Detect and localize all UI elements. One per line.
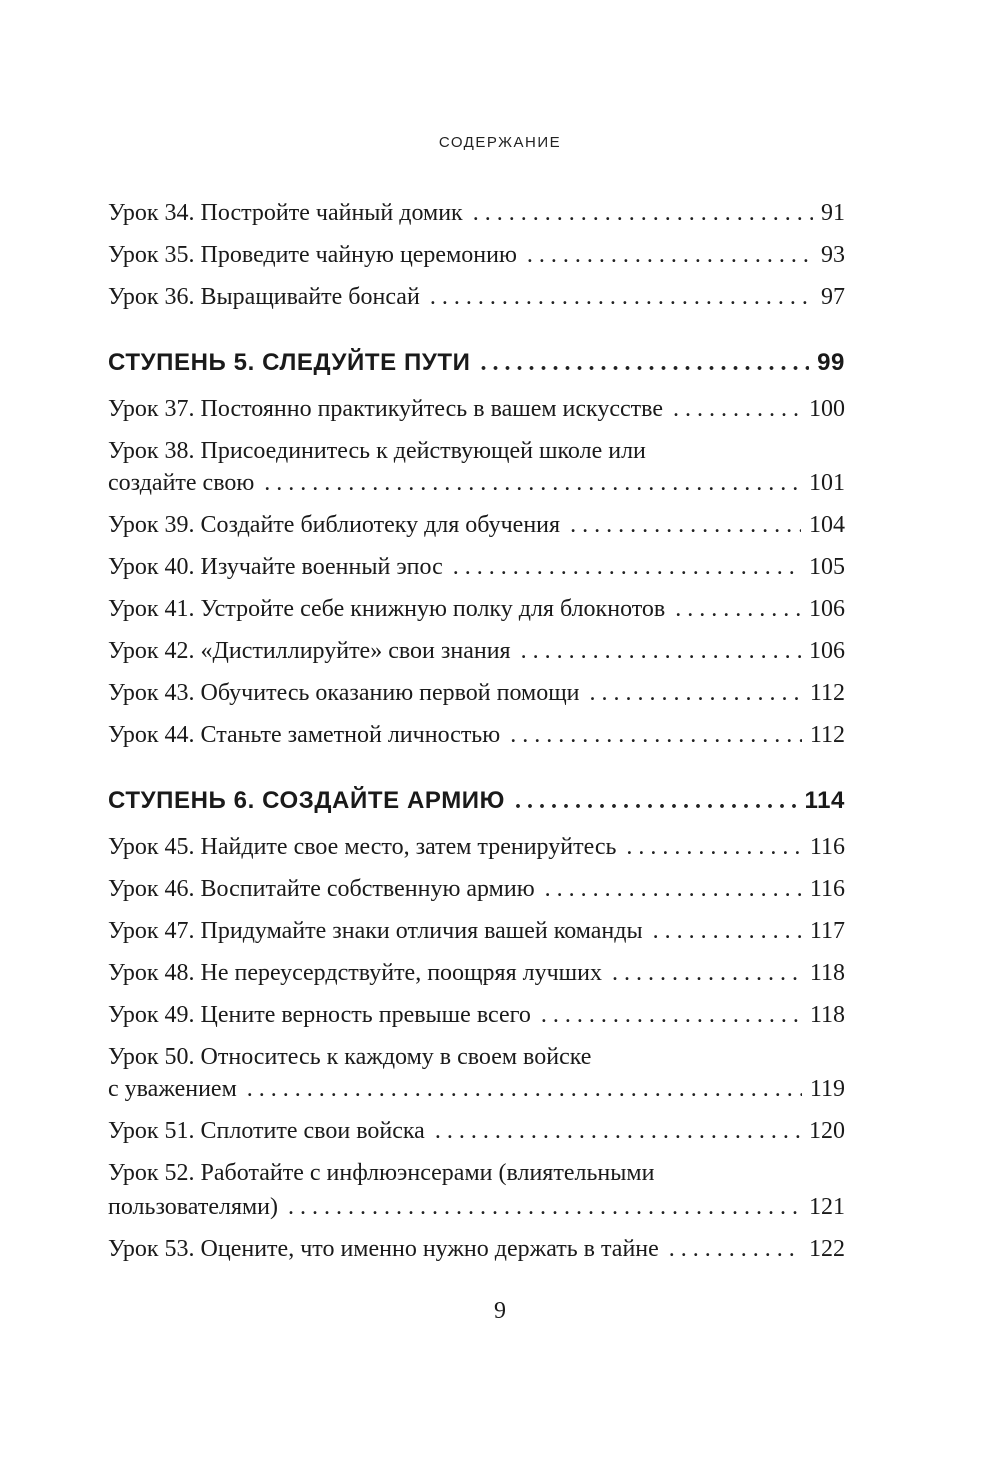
entry-title: Урок 43. Обучитесь оказанию первой помощи <box>108 680 580 706</box>
entry-title: Урок 41. Устройте себе книжную полку для блокнотов <box>108 596 666 622</box>
dot-leader <box>430 282 813 312</box>
toc-entry-lesson-37[interactable] <box>108 394 845 424</box>
toc-entry-lesson-51[interactable] <box>108 1116 845 1146</box>
toc-entry-lesson-36[interactable] <box>108 282 845 312</box>
dot-leader <box>288 1192 801 1222</box>
entry-page: 97 <box>821 284 845 310</box>
toc-entry-lesson-41[interactable] <box>108 594 845 624</box>
toc-step-5-heading[interactable] <box>108 348 845 378</box>
entry-title: Урок 47. Придумайте знаки отличия вашей команды <box>108 918 643 944</box>
toc-entry-lesson-34[interactable] <box>108 198 845 228</box>
dot-leader <box>570 510 801 540</box>
entry-title: пользователями) <box>108 1194 279 1220</box>
entry-page: 117 <box>809 918 845 944</box>
toc-entry-lesson-52[interactable] <box>108 1192 845 1222</box>
entry-page: 118 <box>809 1002 845 1028</box>
entry-title: Урок 48. Не переусердствуйте, поощряя лучших <box>108 960 602 986</box>
page-number: 9 <box>494 1298 506 1324</box>
toc-entry-lesson-53[interactable] <box>108 1234 845 1264</box>
dot-leader <box>247 1074 802 1104</box>
entry-title: Урок 53. Оцените, что именно нужно держать в тайне <box>108 1236 659 1262</box>
entry-page: 118 <box>809 960 845 986</box>
toc-entry-lesson-50[interactable] <box>108 1074 845 1104</box>
toc-entry-lesson-38[interactable] <box>108 468 845 498</box>
entry-page: 112 <box>809 722 845 748</box>
entry-title: Урок 37. Постоянно практикуйтесь в вашем искусстве <box>108 396 664 422</box>
entry-title: Урок 51. Сплотите свои войска <box>108 1118 425 1144</box>
entry-title: Урок 40. Изучайте военный эпос <box>108 554 443 580</box>
toc-entry-lesson-35[interactable] <box>108 240 845 270</box>
dot-leader <box>669 1234 801 1264</box>
entry-title: Урок 49. Цените верность превыше всего <box>108 1002 531 1028</box>
entry-page: 116 <box>809 834 845 860</box>
entry-title: Урок 44. Станьте заметной личностью <box>108 722 501 748</box>
toc-entry-lesson-44[interactable] <box>108 720 845 750</box>
toc-entry-lesson-39[interactable] <box>108 510 845 540</box>
dot-leader <box>653 916 802 946</box>
running-head: СОДЕРЖАНИЕ <box>438 134 562 151</box>
entry-title: создайте свою <box>108 470 255 496</box>
entry-page: 106 <box>809 596 845 622</box>
dot-leader <box>473 198 813 228</box>
entry-title: Урок 45. Найдите свое место, затем тренируйтесь <box>108 834 617 860</box>
entry-page: 104 <box>809 512 845 538</box>
dot-leader <box>521 636 801 666</box>
toc-entry-lesson-45[interactable] <box>108 832 845 862</box>
dot-leader <box>626 832 801 862</box>
entry-page: 119 <box>809 1076 845 1102</box>
entry-page: 121 <box>809 1194 845 1220</box>
dot-leader <box>541 1000 802 1030</box>
entry-title-line-1: Урок 52. Работайте с инфлюэнсерами (влиятельными <box>108 1160 655 1186</box>
dot-leader <box>515 786 796 816</box>
dot-leader <box>481 348 810 378</box>
entry-title: Урок 34. Постройте чайный домик <box>108 200 463 226</box>
toc-entry-lesson-40[interactable] <box>108 552 845 582</box>
entry-page: 93 <box>821 242 845 268</box>
dot-leader <box>545 874 802 904</box>
entry-page: 91 <box>821 200 845 226</box>
step-page: 114 <box>804 787 845 814</box>
toc-entry-lesson-43[interactable] <box>108 678 845 708</box>
toc-entry-lesson-49[interactable] <box>108 1000 845 1030</box>
entry-page: 122 <box>809 1236 845 1262</box>
dot-leader <box>264 468 801 498</box>
entry-page: 100 <box>809 396 845 422</box>
entry-page: 105 <box>809 554 845 580</box>
dot-leader <box>590 678 802 708</box>
entry-page: 112 <box>809 680 845 706</box>
toc-entry-lesson-48[interactable] <box>108 958 845 988</box>
step-title: СТУПЕНЬ 6. СОЗДАЙТЕ АРМИЮ <box>108 787 505 814</box>
dot-leader <box>675 594 801 624</box>
step-title: СТУПЕНЬ 5. СЛЕДУЙТЕ ПУТИ <box>108 349 471 376</box>
entry-page: 116 <box>809 876 845 902</box>
entry-title: Урок 46. Воспитайте собственную армию <box>108 876 535 902</box>
entry-title: Урок 36. Выращивайте бонсай <box>108 284 420 310</box>
entry-title: Урок 35. Проведите чайную церемонию <box>108 242 517 268</box>
dot-leader <box>453 552 801 582</box>
entry-title: Урок 39. Создайте библиотеку для обучения <box>108 512 561 538</box>
entry-title: Урок 42. «Дистиллируйте» свои знания <box>108 638 511 664</box>
step-page: 99 <box>817 349 845 376</box>
toc-entry-lesson-46[interactable] <box>108 874 845 904</box>
entry-page: 106 <box>809 638 845 664</box>
entry-title: с уважением <box>108 1076 237 1102</box>
toc-step-6-heading[interactable] <box>108 786 845 816</box>
entry-title-line-1: Урок 38. Присоединитесь к действующей школе или <box>108 438 646 464</box>
dot-leader <box>435 1116 801 1146</box>
entry-page: 101 <box>809 470 845 496</box>
toc-entry-lesson-42[interactable] <box>108 636 845 666</box>
dot-leader <box>612 958 802 988</box>
entry-title-line-1: Урок 50. Относитесь к каждому в своем войске <box>108 1044 592 1070</box>
toc-entry-lesson-47[interactable] <box>108 916 845 946</box>
entry-page: 120 <box>809 1118 845 1144</box>
dot-leader <box>527 240 813 270</box>
dot-leader <box>510 720 802 750</box>
dot-leader <box>673 394 801 424</box>
